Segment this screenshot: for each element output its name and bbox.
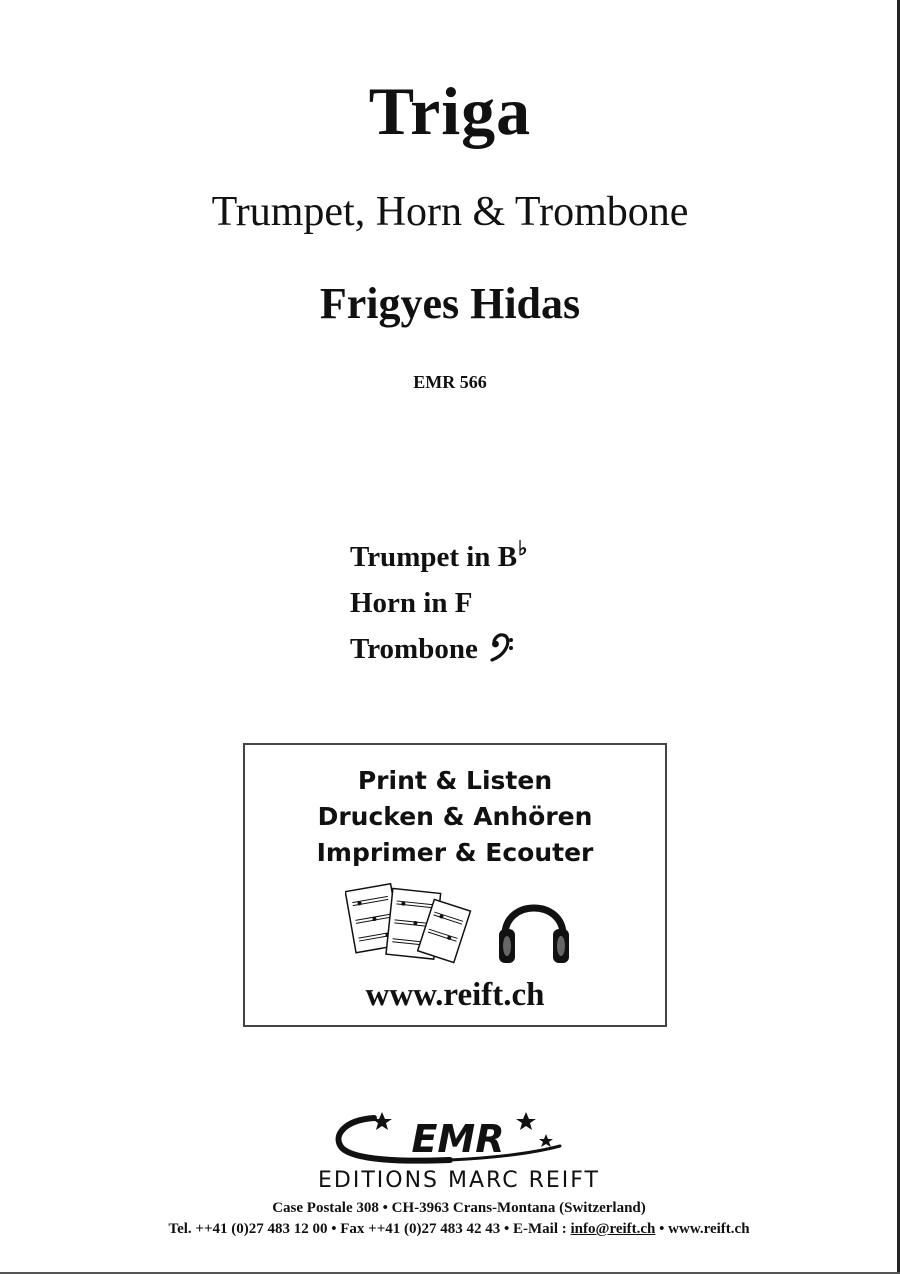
promo-website-link: www.reift.ch [365,977,545,1013]
instrument-label: Trombone [350,633,478,665]
print-listen-box [243,743,667,1027]
instrument-label: Horn in F [350,587,473,619]
composer-name: Frigyes Hidas [319,279,581,328]
piece-title: Triga [368,73,532,149]
instrument-list [350,526,527,676]
promo-icons [345,877,585,982]
promo-line-german: Drucken & Anhören [317,802,593,831]
promo-line-french: Imprimer & Ecouter [316,838,594,867]
sheet-music-icon [345,884,470,963]
promo-line-english: Print & Listen [357,766,553,795]
catalog-number: EMR 566 [413,372,487,392]
bass-clef-icon [489,630,515,676]
publisher-name: EDITIONS MARC REIFT [318,1168,600,1193]
instrument-item [350,626,527,676]
contact-website: • www.reift.ch [655,1221,750,1237]
email-link[interactable]: info@reift.ch [570,1221,656,1237]
instrument-item [350,526,527,580]
promo-text [245,763,665,871]
flat-sign: ♭ [518,538,528,560]
instrumentation-subtitle: Trumpet, Horn & Trombone [211,189,689,235]
logo-text: EMR [411,1117,505,1161]
contact-phone-fax: Tel. ++41 (0)27 483 12 00 • Fax ++41 (0)27 483 42 43 • E-Mail : [168,1221,571,1237]
emr-logo [330,1110,570,1171]
headphones-icon [499,908,569,963]
publisher-contact [0,1221,900,1238]
instrument-label: Trumpet in B [350,541,518,573]
publisher-address: Case Postale 308 • CH-3963 Crans-Montana (Switzerland) [272,1200,646,1216]
instrument-item [350,580,527,626]
